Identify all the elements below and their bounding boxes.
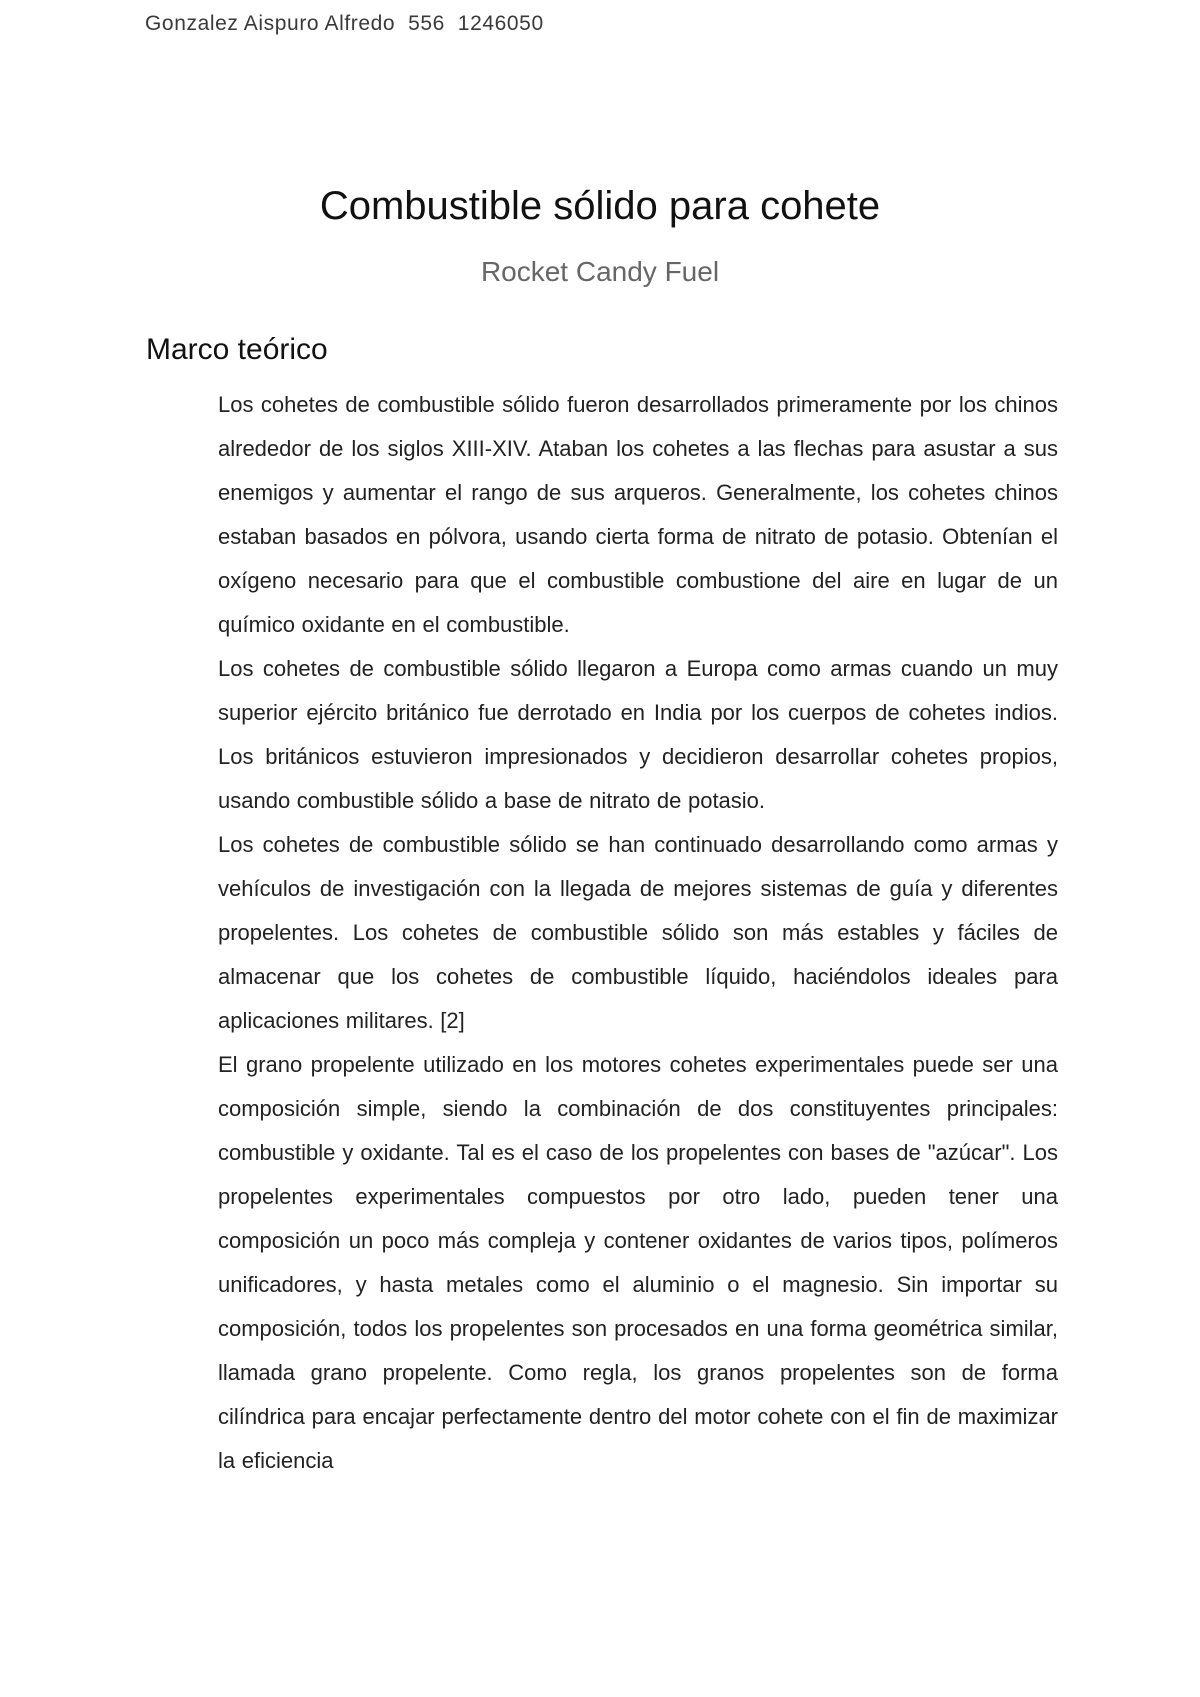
document-title: Combustible sólido para cohete: [319, 184, 881, 228]
paragraph: El grano propelente utilizado en los motores cohetes experimentales puede ser una composición simple, siendo la combinación de dos constituyentes principales: combustible y oxidante. Tal es el caso de los propelentes con bases de "azúcar". Los propelentes experimentales compuestos por otro lado, pueden tener una composición un poco más compleja y contener oxidantes de varios tipos, polímeros unificadores, y hasta metales como el aluminio o el magnesio. Sin importar su composición, todos los propelentes son procesados en una forma geométrica similar, llamada grano propelente. Como regla, los granos propelentes son de forma cilíndrica para encajar perfectamente dentro del motor cohete con el fin de maximizar la eficiencia: [218, 1052, 1058, 1473]
section-body: [218, 383, 1058, 1483]
paragraph: Los cohetes de combustible sólido llegaron a Europa como armas cuando un muy superior ejército británico fue derrotado en India por los cuerpos de cohetes indios. Los británicos estuvieron impresionados y decidieron desarrollar cohetes propios, usando combustible sólido a base de nitrato de potasio.: [218, 656, 1058, 813]
section-heading: Marco teórico: [146, 333, 328, 366]
paragraph: Los cohetes de combustible sólido fueron desarrollados primeramente por los chinos alrededor de los siglos XIII-XIV. Ataban los cohetes a las flechas para asustar a sus enemigos y aumentar el rango de sus arqueros. Generalmente, los cohetes chinos estaban basados en pólvora, usando cierta forma de nitrato de potasio. Obtenían el oxígeno necesario para que el combustible combustione del aire en lugar de un químico oxidante en el combustible.: [218, 392, 1058, 637]
author-header: Gonzalez Aispuro Alfredo 556 1246050: [145, 12, 544, 35]
paragraph: Los cohetes de combustible sólido se han continuado desarrollando como armas y vehículos de investigación con la llegada de mejores sistemas de guía y diferentes propelentes. Los cohetes de combustible sólido son más estables y fáciles de almacenar que los cohetes de combustible líquido, haciéndolos ideales para aplicaciones militares. [2]: [218, 832, 1058, 1033]
document-subtitle: Rocket Candy Fuel: [480, 256, 720, 287]
